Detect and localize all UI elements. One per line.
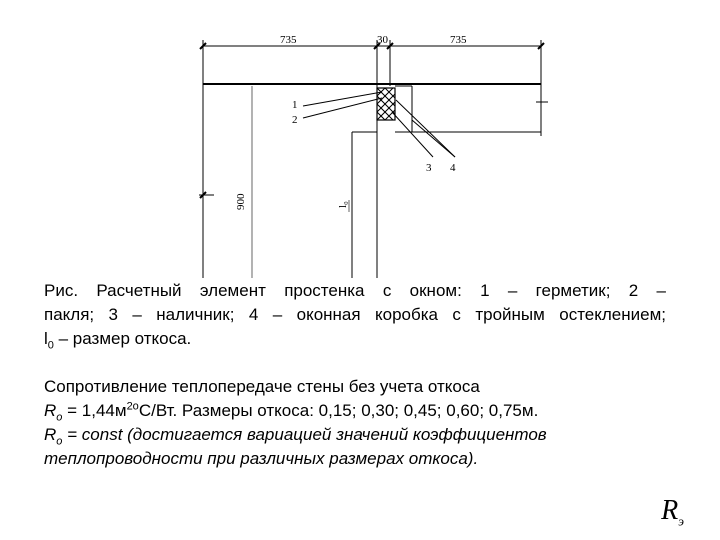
body-line-2-eq: = 1,44м — [62, 401, 127, 420]
body-paragraph — [44, 375, 684, 471]
body-line-2 — [44, 399, 684, 423]
corner-symbol: R — [661, 495, 679, 526]
dim-center-label: 30 — [377, 34, 388, 46]
dim-left-label: 735 — [280, 34, 297, 46]
label-3: 3 — [426, 162, 432, 174]
r-symbol: R — [44, 401, 57, 420]
figure-caption — [44, 279, 666, 351]
body-line-4: теплопроводности при различных размерах откоса). — [44, 449, 479, 468]
label-1: 1 — [292, 99, 298, 111]
caption-l-symbol: l — [44, 329, 48, 348]
caption-line-3-text: – размер откоса. — [53, 329, 192, 348]
body-line-2-sup: 2о — [126, 400, 139, 413]
body-line-2-rest: С/Вт. Размеры откоса: 0,15; 0,30; 0,45; 0,60; 0,75м. — [138, 401, 539, 420]
r-symbol-2: R — [44, 425, 57, 444]
label-4: 4 — [450, 162, 456, 174]
r-sub-2: o — [56, 435, 63, 448]
r-sub: o — [56, 411, 63, 424]
caption-line-3 — [44, 327, 666, 351]
dim-right-label: 735 — [450, 34, 467, 46]
caption-line-1: Рис. Расчетный элемент простенка с окном: 1 – герметик; 2 – — [44, 281, 666, 300]
body-line-3-rest: = const (достигается вариацией значений коэффициентов — [62, 425, 547, 444]
body-line-1: Сопротивление теплопередаче стены без учета откоса — [44, 377, 480, 396]
corner-r-symbol — [661, 495, 684, 527]
label-2: 2 — [292, 114, 298, 126]
corner-sub: э — [678, 513, 684, 529]
label-l0: l₀ — [337, 201, 349, 208]
caption-line-2: пакля; 3 – наличник; 4 – оконная коробка с тройным остеклением; — [44, 305, 666, 324]
body-line-3 — [44, 423, 684, 447]
dim-height-label: 900 — [235, 193, 247, 210]
caption-l-sub: 0 — [47, 339, 54, 352]
